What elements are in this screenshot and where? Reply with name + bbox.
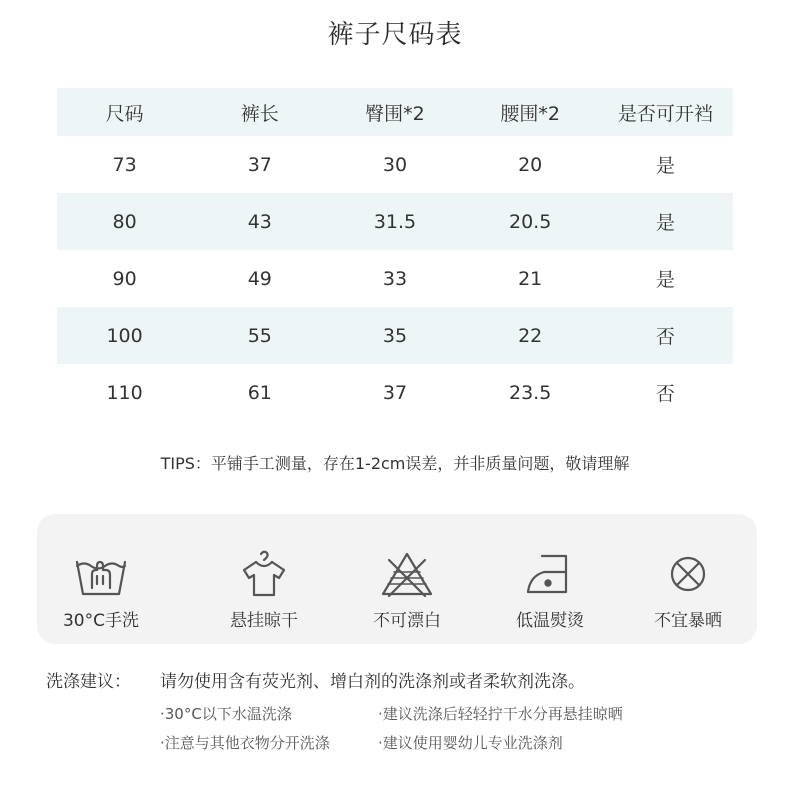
care-label: 低温熨烫 [516,611,584,631]
table-header-row [57,88,733,136]
header-size: 尺码 [105,102,144,125]
cell-open-crotch: 否 [655,383,675,405]
cell-size: 73 [112,153,137,176]
header-open-crotch: 是否可开裆 [617,102,713,125]
page-title: 裤子尺码表 [327,20,463,50]
cell-hip: 37 [382,381,408,404]
washing-advice-title: 洗涤建议： [46,672,131,692]
cell-length: 61 [247,381,272,404]
table-row [57,307,733,364]
cell-length: 43 [247,210,272,233]
table-row [57,250,733,307]
care-label: 不宜暴晒 [654,611,722,631]
care-label: 悬挂晾干 [230,611,298,631]
cell-open-crotch: 否 [655,326,675,348]
hand-wash-icon [73,548,129,598]
low-iron-icon [522,548,578,598]
cell-hip: 30 [382,153,408,176]
table-row [57,136,733,193]
header-pants-length: 裤长 [240,102,279,125]
cell-size: 90 [112,267,137,290]
cell-hip: 35 [382,324,408,347]
cell-open-crotch: 是 [655,212,675,234]
cell-waist: 22 [518,324,543,347]
size-chart-table [57,88,733,421]
cell-hip: 33 [382,267,408,290]
advice-item: ·注意与其他衣物分开洗涤 [160,734,330,752]
tips-note: TIPS：平铺手工测量，存在1-2cm误差，并非质量问题，敬请理解 [160,454,630,473]
no-bleach-icon [379,548,435,598]
washing-advice-main: 请勿使用含有荧光剂、增白剂的洗涤剂或者柔软剂洗涤。 [160,672,585,692]
care-label: 30°C手洗 [62,611,139,631]
cell-open-crotch: 是 [655,155,675,177]
header-hip: 臀围*2 [365,102,425,125]
no-tumble-dry-icon [660,548,716,598]
cell-hip: 31.5 [373,210,417,233]
cell-length: 55 [247,324,272,347]
cell-waist: 20.5 [509,210,552,233]
header-waist: 腰围*2 [500,102,560,125]
cell-length: 37 [247,153,272,176]
hang-dry-icon [236,548,292,598]
advice-item: ·建议洗涤后轻轻拧干水分再悬挂晾晒 [378,705,623,723]
cell-size: 100 [106,324,143,347]
cell-waist: 20 [518,153,543,176]
cell-size: 110 [106,381,143,404]
cell-length: 49 [247,267,272,290]
advice-item: ·30°C以下水温洗涤 [160,705,292,723]
cell-size: 80 [112,210,137,233]
cell-open-crotch: 是 [655,269,675,291]
cell-waist: 21 [518,267,543,290]
advice-item: ·建议使用婴幼儿专业洗涤剂 [378,734,563,752]
care-label: 不可漂白 [373,611,441,631]
cell-waist: 23.5 [509,381,552,404]
care-instructions-panel [37,514,757,644]
table-row [57,193,733,250]
table-row [57,364,733,421]
